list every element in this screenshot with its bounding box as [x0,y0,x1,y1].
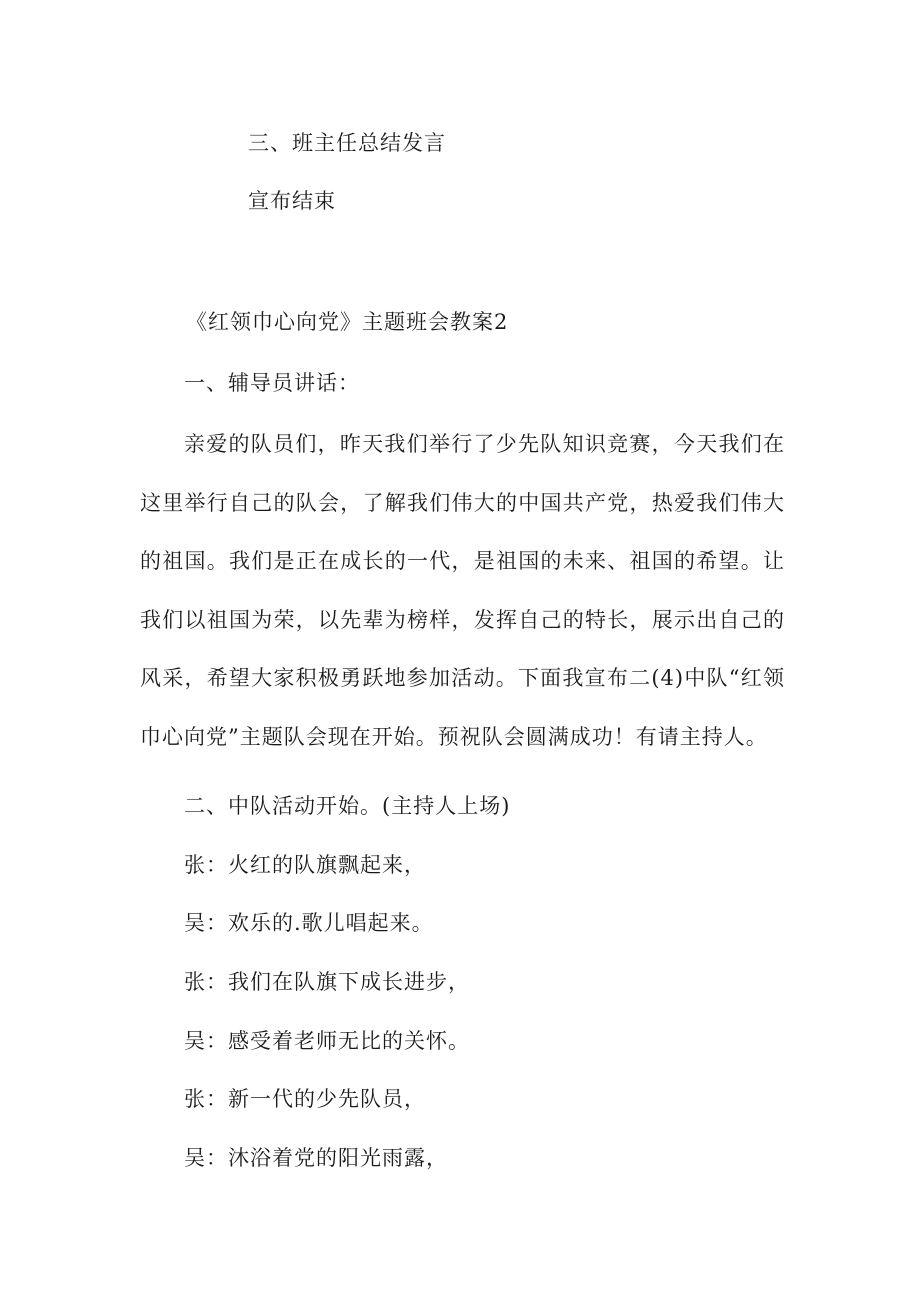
counselor-speech: 亲爱的队员们，昨天我们举行了少先队知识竞赛，今天我们在这里举行自己的队会，了解我们伟大的中国共产党，热爱我们伟大的祖国。我们是正在成长的一代，是祖国的未来、祖国的希望。让我们以祖国为荣，以先辈为榜样，发挥自己的特长，展示出自己的风采，希望大家积极勇跃地参加活动。下面我宣布二(4)中队“红领巾心向党”主题队会现在开始。预祝队会圆满成功！有请主持人。 [140,432,785,749]
lesson-title: 《红领巾心向党》主题班会教案2 [186,310,509,334]
part-one-heading: 一、辅导员讲话： [184,371,360,395]
dialogue-line: 吴：欢乐的.歌儿唱起来。 [184,911,434,935]
closing-item-three: 三、班主任总结发言 [248,131,446,155]
part-two-heading: 二、中队活动开始。(主持人上场) [184,794,511,818]
dialogue-line: 张：新一代的少先队员， [184,1087,426,1111]
dialogue-line: 吴：沐浴着党的阳光雨露， [184,1146,448,1170]
dialogue-line: 张：我们在队旗下成长进步， [184,970,470,994]
dialogue-line: 吴：感受着老师无比的关怀。 [184,1029,470,1053]
dialogue-line: 张：火红的队旗飘起来， [184,853,426,877]
closing-announcement: 宣布结束 [248,189,336,213]
